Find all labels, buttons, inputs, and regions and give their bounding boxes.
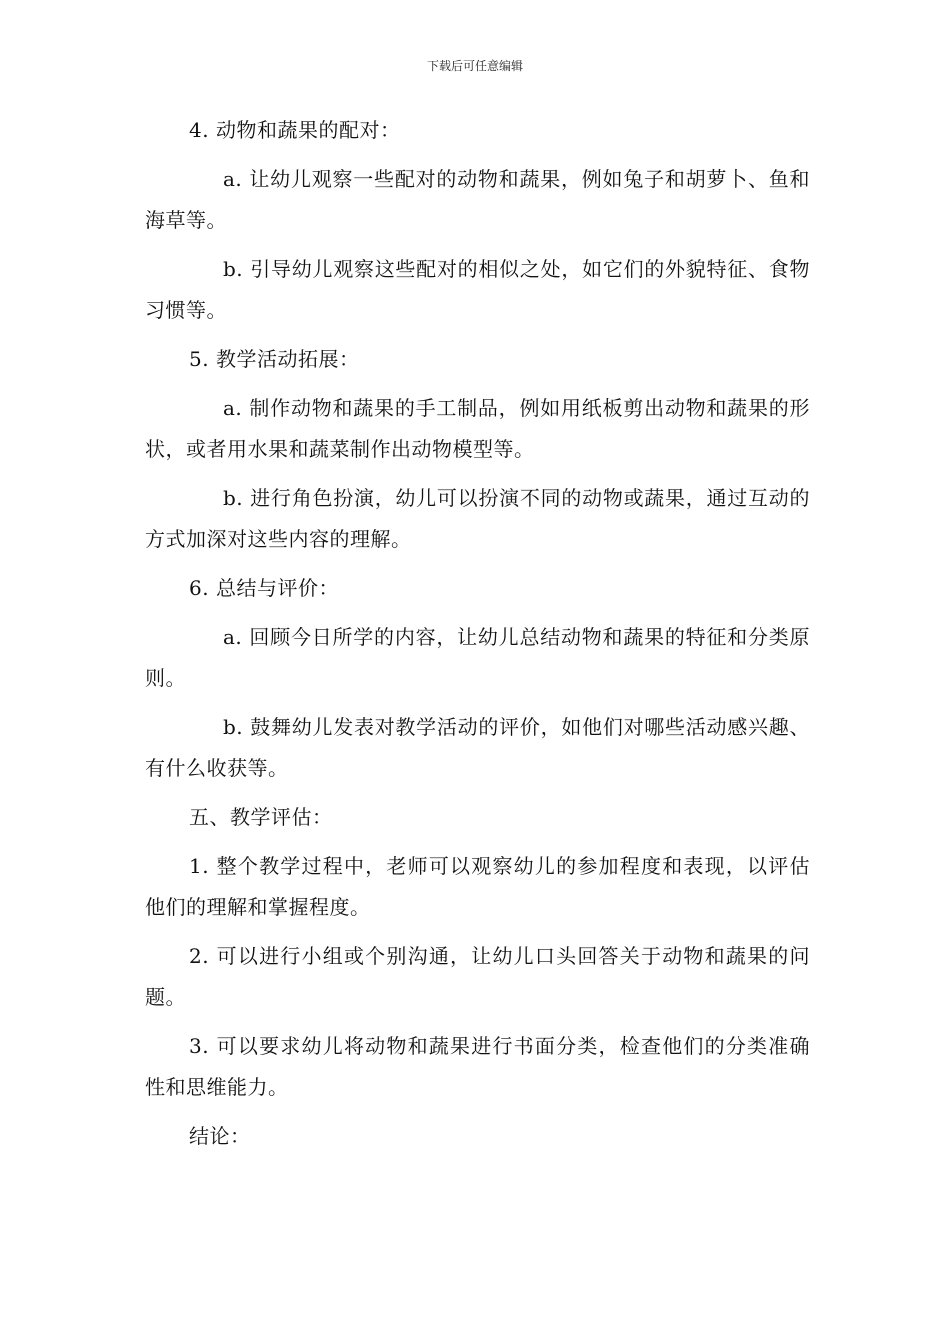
paragraph-evaluation-2: 2. 可以进行小组或个别沟通，让幼儿口头回答关于动物和蔬果的问题。 (145, 944, 810, 1009)
paragraph-matching-b: b. 引导幼儿观察这些配对的相似之处，如它们的外貌特征、食物习惯等。 (145, 257, 810, 322)
page-header: 下载后可任意编辑 (426, 59, 523, 73)
paragraph-extension-b: b. 进行角色扮演，幼儿可以扮演不同的动物或蔬果，通过互动的方式加深对这些内容的理解。 (145, 486, 810, 551)
section-heading-conclusion: 结论： (189, 1124, 251, 1148)
document-body (145, 110, 810, 1165)
paragraph-summary-a: a. 回顾今日所学的内容，让幼儿总结动物和蔬果的特征和分类原则。 (145, 625, 810, 690)
section-heading-evaluation: 五、教学评估： (189, 805, 333, 829)
section-heading-summary: 6. 总结与评价： (189, 576, 339, 600)
paragraph-extension-a: a. 制作动物和蔬果的手工制品，例如用纸板剪出动物和蔬果的形状，或者用水果和蔬菜制作出动物模型等。 (145, 396, 810, 461)
paragraph-matching-a: a. 让幼儿观察一些配对的动物和蔬果，例如兔子和胡萝卜、鱼和海草等。 (145, 167, 810, 232)
paragraph-summary-b: b. 鼓舞幼儿发表对教学活动的评价，如他们对哪些活动感兴趣、有什么收获等。 (145, 715, 810, 780)
paragraph-evaluation-3: 3. 可以要求幼儿将动物和蔬果进行书面分类，检查他们的分类准确性和思维能力。 (145, 1034, 810, 1099)
section-heading-extension: 5. 教学活动拓展： (189, 347, 360, 371)
section-heading-matching: 4. 动物和蔬果的配对： (189, 118, 401, 142)
paragraph-evaluation-1: 1. 整个教学过程中，老师可以观察幼儿的参加程度和表现，以评估他们的理解和掌握程度。 (145, 854, 810, 919)
